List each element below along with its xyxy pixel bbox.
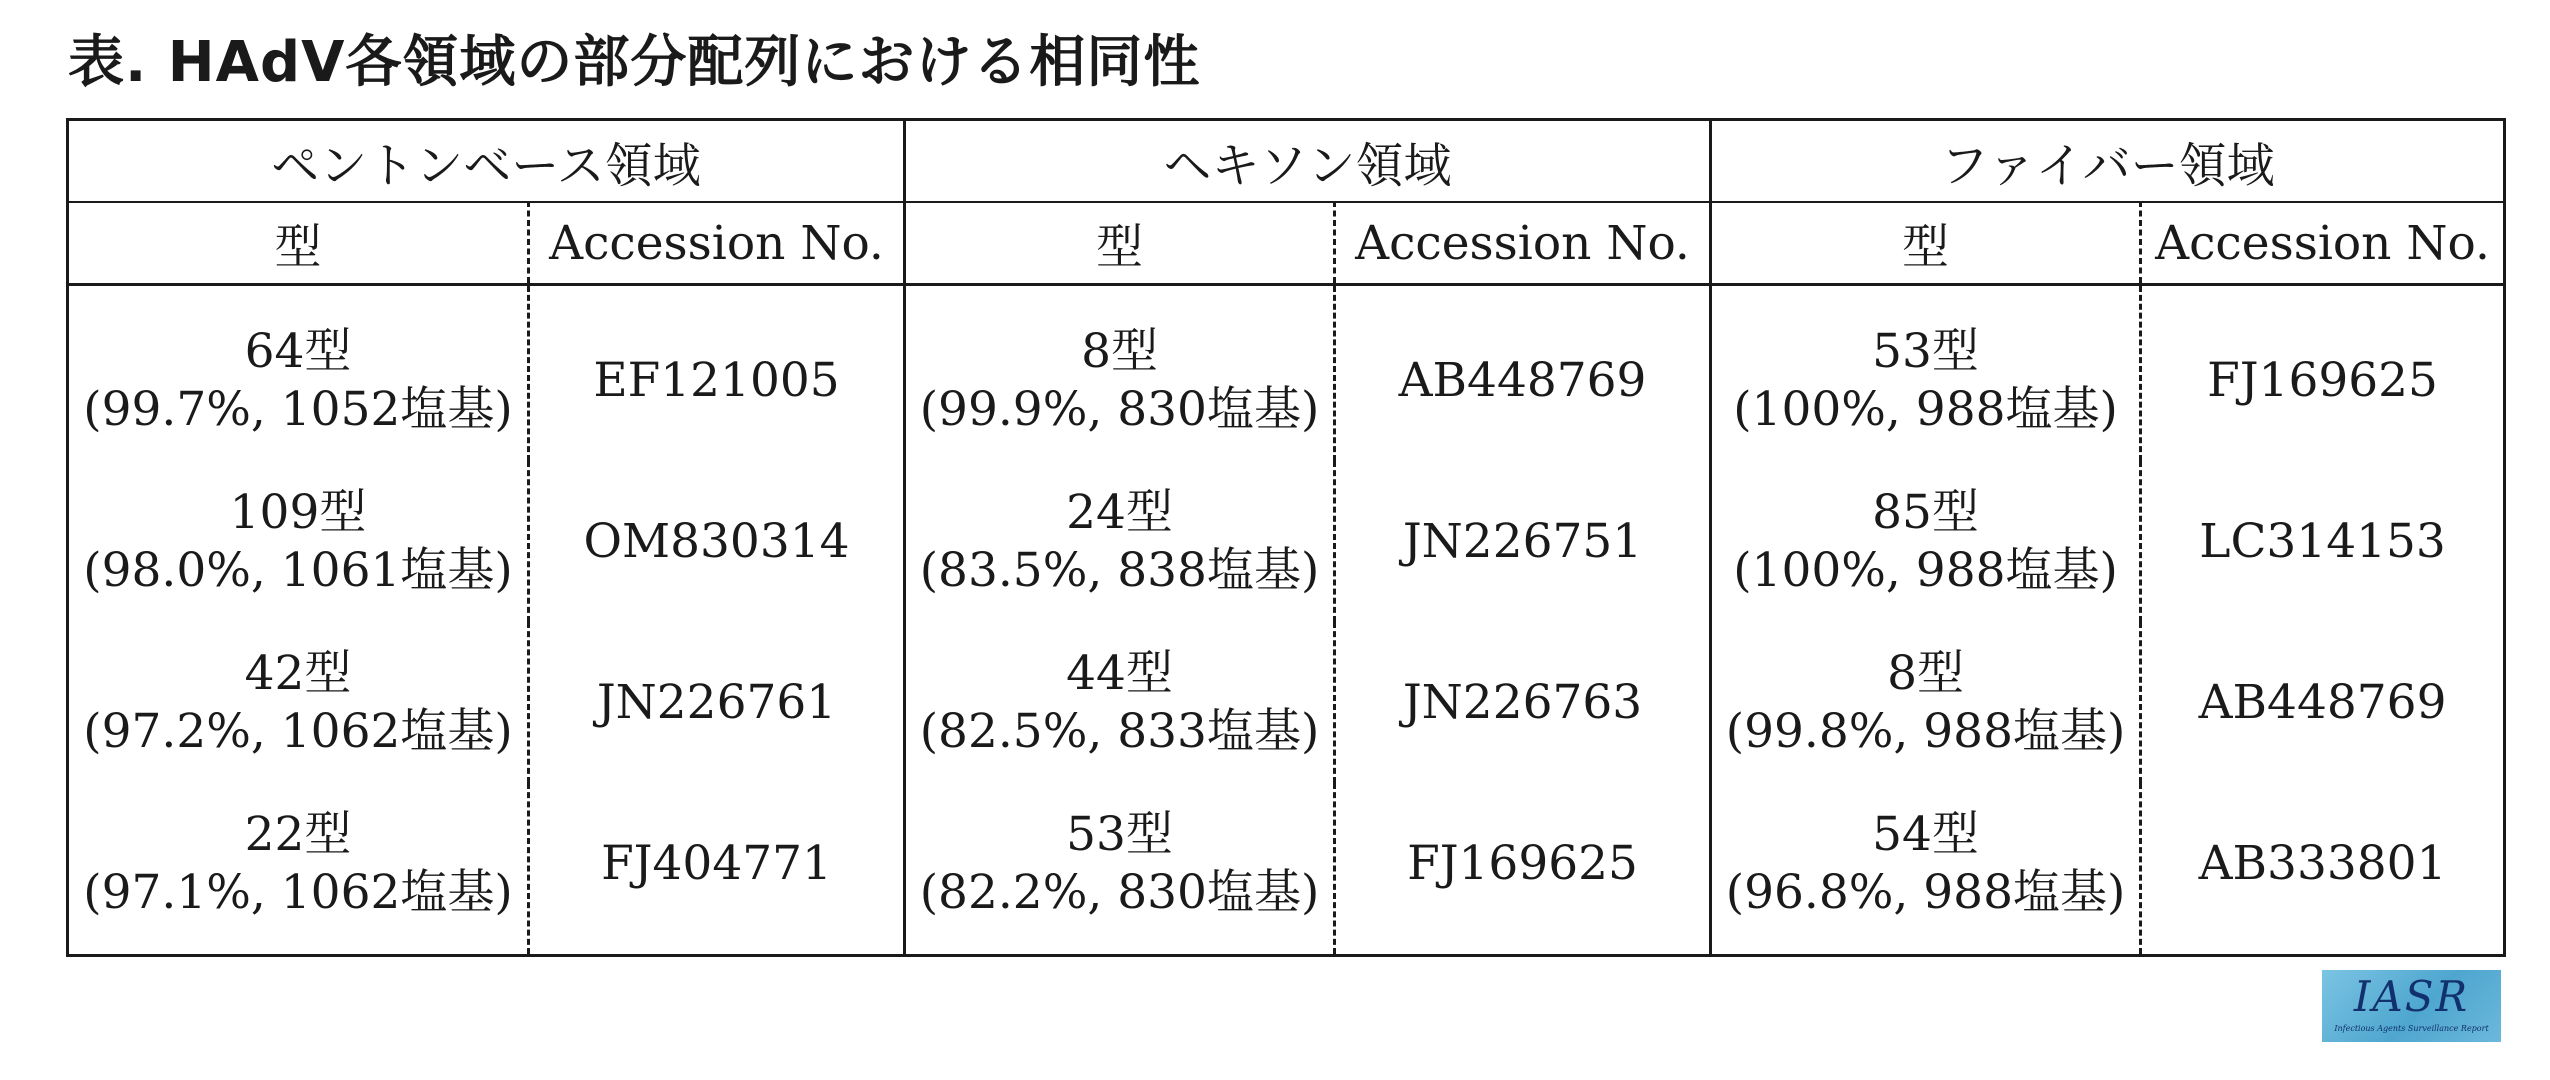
accession-cell: OM830314 (529, 461, 905, 622)
type-label: 85型 (1872, 484, 1979, 540)
type-label: 64型 (244, 323, 352, 379)
homology-stats: (96.8%, 988塩基) (1725, 864, 2126, 920)
type-cell (68, 285, 529, 462)
type-cell (68, 622, 529, 783)
homology-stats: (97.2%, 1062塩基) (83, 703, 513, 759)
accession-cell: AB448769 (2141, 622, 2505, 783)
type-header-hexon: 型 (905, 202, 1335, 285)
accession-header-penton: Accession No. (529, 202, 905, 285)
accession-cell: FJ169625 (2141, 285, 2505, 462)
accession-cell: FJ169625 (1335, 783, 1711, 956)
table-row (68, 461, 2505, 622)
type-cell (905, 461, 1335, 622)
type-label: 44型 (1066, 645, 1173, 701)
type-cell (905, 783, 1335, 956)
type-label: 109型 (229, 484, 367, 540)
type-cell (1711, 622, 2141, 783)
table-row (68, 622, 2505, 783)
type-cell (68, 461, 529, 622)
region-header-hexon: ヘキソン領域 (905, 120, 1711, 203)
type-header-penton: 型 (68, 202, 529, 285)
table-row (68, 783, 2505, 956)
accession-header-hexon: Accession No. (1335, 202, 1711, 285)
homology-stats: (100%, 988塩基) (1733, 381, 2118, 437)
homology-stats: (97.1%, 1062塩基) (83, 864, 513, 920)
logo-wordmark: IASR (2353, 972, 2470, 1021)
type-label: 53型 (1066, 806, 1173, 862)
type-label: 24型 (1066, 484, 1173, 540)
homology-stats: (99.9%, 830塩基) (919, 381, 1320, 437)
homology-stats: (99.8%, 988塩基) (1725, 703, 2126, 759)
type-label: 8型 (1887, 645, 1964, 701)
accession-cell: LC314153 (2141, 461, 2505, 622)
accession-cell: FJ404771 (529, 783, 905, 956)
accession-cell: JN226751 (1335, 461, 1711, 622)
type-cell (1711, 285, 2141, 462)
accession-cell: AB333801 (2141, 783, 2505, 956)
table-title: 表. HAdV各領域の部分配列における相同性 (68, 30, 1201, 95)
homology-stats: (98.0%, 1061塩基) (83, 542, 513, 598)
region-header-fiber: ファイバー領域 (1711, 120, 2505, 203)
type-label: 53型 (1872, 323, 1979, 379)
table-row (68, 285, 2505, 462)
logo-subtitle: Infectious Agents Surveillance Report (2334, 1024, 2489, 1033)
region-header-penton: ペントンベース領域 (68, 120, 905, 203)
homology-stats: (82.2%, 830塩基) (919, 864, 1320, 920)
homology-stats: (83.5%, 838塩基) (919, 542, 1320, 598)
type-cell (1711, 783, 2141, 956)
homology-stats: (82.5%, 833塩基) (919, 703, 1320, 759)
region-header-row (68, 120, 2505, 203)
accession-cell: AB448769 (1335, 285, 1711, 462)
accession-cell: JN226761 (529, 622, 905, 783)
type-label: 54型 (1872, 806, 1979, 862)
type-cell (1711, 461, 2141, 622)
type-label: 42型 (244, 645, 352, 701)
type-cell (905, 622, 1335, 783)
homology-table (66, 118, 2506, 957)
column-header-row (68, 202, 2505, 285)
type-label: 22型 (244, 806, 352, 862)
type-cell (68, 783, 529, 956)
accession-cell: EF121005 (529, 285, 905, 462)
accession-header-fiber: Accession No. (2141, 202, 2505, 285)
iasr-logo (2322, 970, 2501, 1042)
type-label: 8型 (1081, 323, 1158, 379)
homology-stats: (99.7%, 1052塩基) (83, 381, 513, 437)
accession-cell: JN226763 (1335, 622, 1711, 783)
homology-stats: (100%, 988塩基) (1733, 542, 2118, 598)
type-cell (905, 285, 1335, 462)
type-header-fiber: 型 (1711, 202, 2141, 285)
